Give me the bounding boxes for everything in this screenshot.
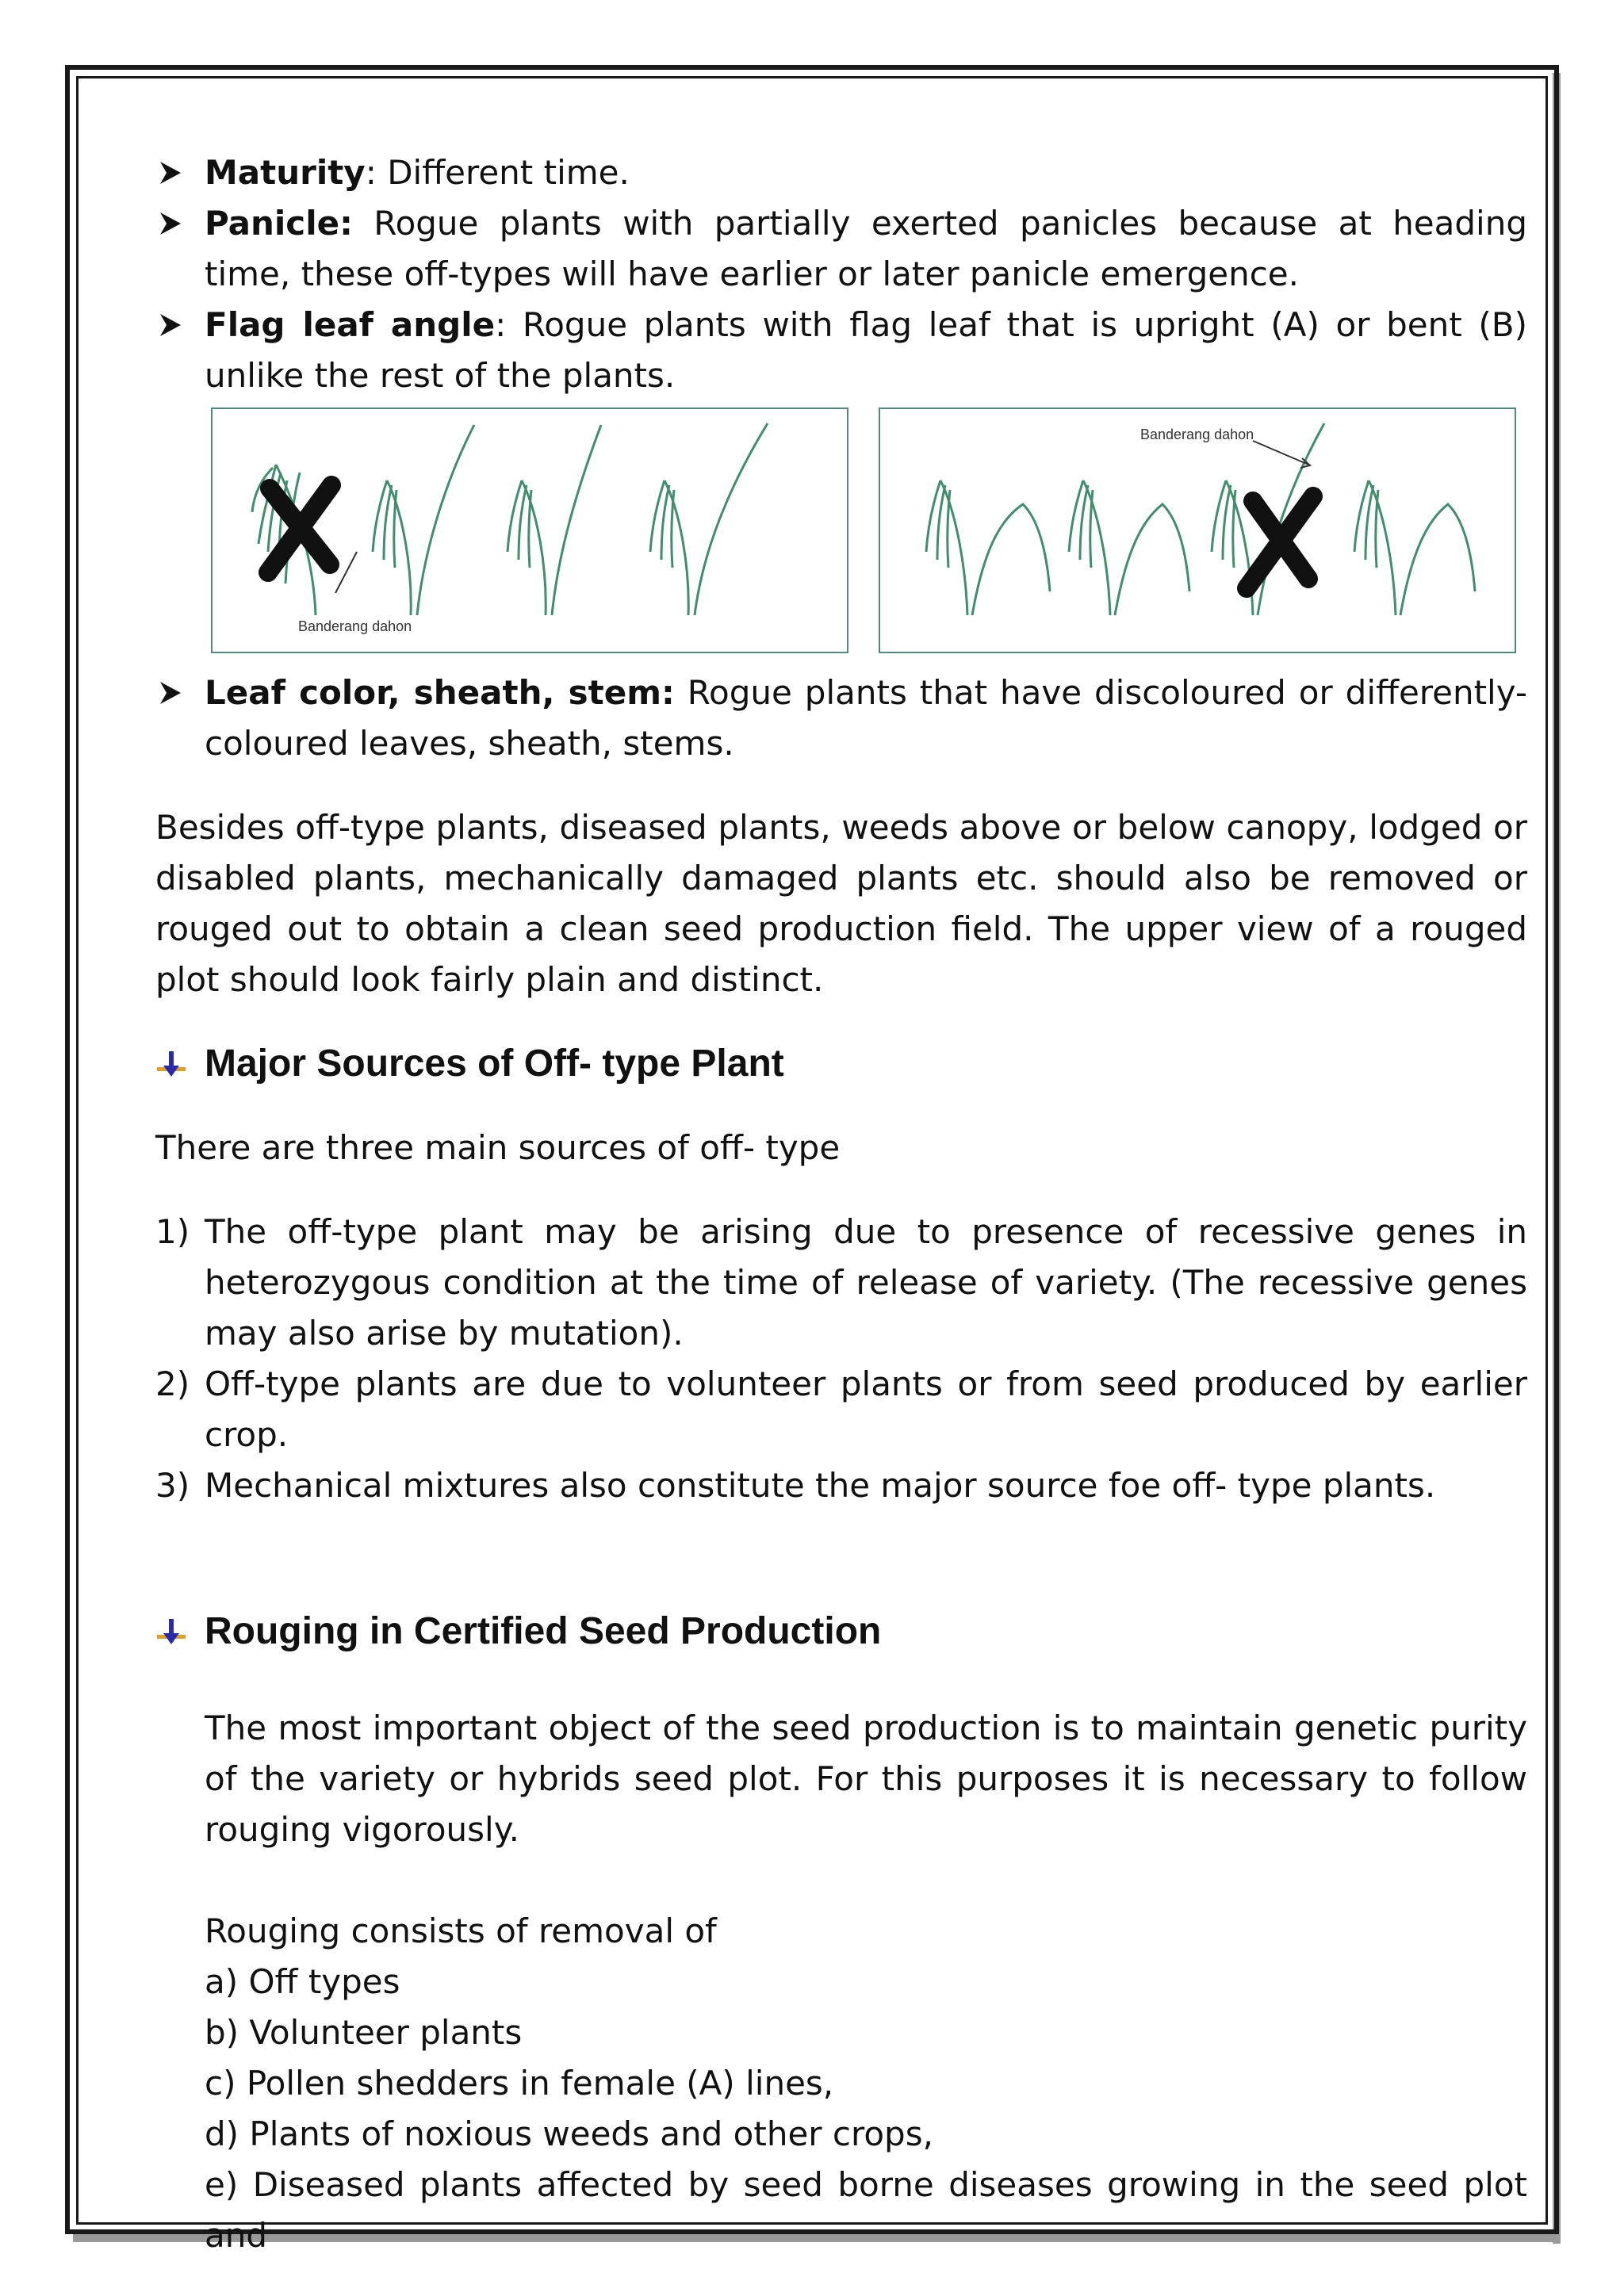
bullet-text: Rogue plants with flag leaf that is upright (A) or bent (B) unlike the rest of the plants. <box>205 305 1528 395</box>
source-item: 1) The off-type plant may be arising due to presence of recessive genes in heterozygous condition at the time of release of variety. (The recessive genes may also arise by mutation). <box>155 1212 1527 1353</box>
bullet-text: Rogue plants that have discoloured or differently- coloured leaves, sheath, stems. <box>205 673 1527 763</box>
figure-right-label: Banderang dahon <box>1140 427 1254 442</box>
rouging-intro: Rouging consists of removal of <box>205 1911 717 1950</box>
bullet-term: Maturity <box>205 153 366 192</box>
bullet-term: Panicle: <box>205 204 353 243</box>
page-content <box>155 147 1527 2261</box>
rouging-item: b) Volunteer plants <box>205 2013 523 2052</box>
arrowhead-bullet-icon <box>155 198 187 249</box>
flag-leaf-figures <box>211 408 1516 653</box>
rouging-item: c) Pollen shedders in female (A) lines, <box>205 2064 834 2103</box>
section-heading-rouging: Rouging in Certified Seed Production <box>155 1606 1527 1657</box>
arrowhead-bullet-icon <box>155 300 187 350</box>
figure-left-label: Banderang dahon <box>298 618 412 634</box>
bullet-term: Leaf color, sheath, stem: <box>205 673 675 712</box>
bullet-panicle <box>155 198 1527 300</box>
bullet-flag-leaf-angle: Flag leaf angle: Rogue plants with flag leaf that is upright (A) or bent (B) unlike the rest of the plants. <box>155 300 1527 401</box>
sources-intro: There are three main sources of off- type <box>155 1128 841 1167</box>
bullet-text: Different time. <box>376 153 630 192</box>
bullet-leaf-color <box>155 668 1527 769</box>
bullet-maturity: Maturity: Different time. <box>155 147 1527 198</box>
bullet-term: Flag leaf angle <box>205 305 496 344</box>
source-item: 3) Mechanical mixtures also constitute the major source foe off- type plants. <box>155 1466 1436 1505</box>
rouging-paragraph: The most important object of the seed production is to maintain genetic purity of the variety or hybrids seed plot. For this purposes it is necessary to follow rouging vigorously. <box>205 1709 1527 1849</box>
arrowhead-bullet-icon <box>155 147 187 198</box>
rouging-item: e) Diseased plants affected by seed borne diseases growing in the seed plot and <box>205 2165 1527 2255</box>
figure-upright-flag-leaf <box>211 408 848 653</box>
heading-bullet-icon <box>155 1617 187 1647</box>
source-item: 2) Off-type plants are due to volunteer plants or from seed produced by earlier crop. <box>155 1364 1527 1454</box>
rouging-item: d) Plants of noxious weeds and other crops, <box>205 2114 933 2153</box>
section-heading-sources: Major Sources of Off- type Plant <box>155 1039 1527 1089</box>
arrowhead-bullet-icon <box>155 668 187 718</box>
rouging-item: a) Off types <box>205 1962 400 2001</box>
bullet-text: Rogue plants with partially exerted panicles because at heading time, these off-types will have earlier or later panicle emergence. <box>205 204 1527 293</box>
heading-bullet-icon <box>155 1050 187 1080</box>
figure-bent-flag-leaf <box>879 408 1516 653</box>
paragraph-besides: Besides off-type plants, diseased plants, weeds above or below canopy, lodged or disabled plants, mechanically damaged plants etc. should also be removed or rouged out to obtain a clean seed production field. The upper view of a rouged plot should look fairly plain and distinct. <box>155 808 1527 999</box>
